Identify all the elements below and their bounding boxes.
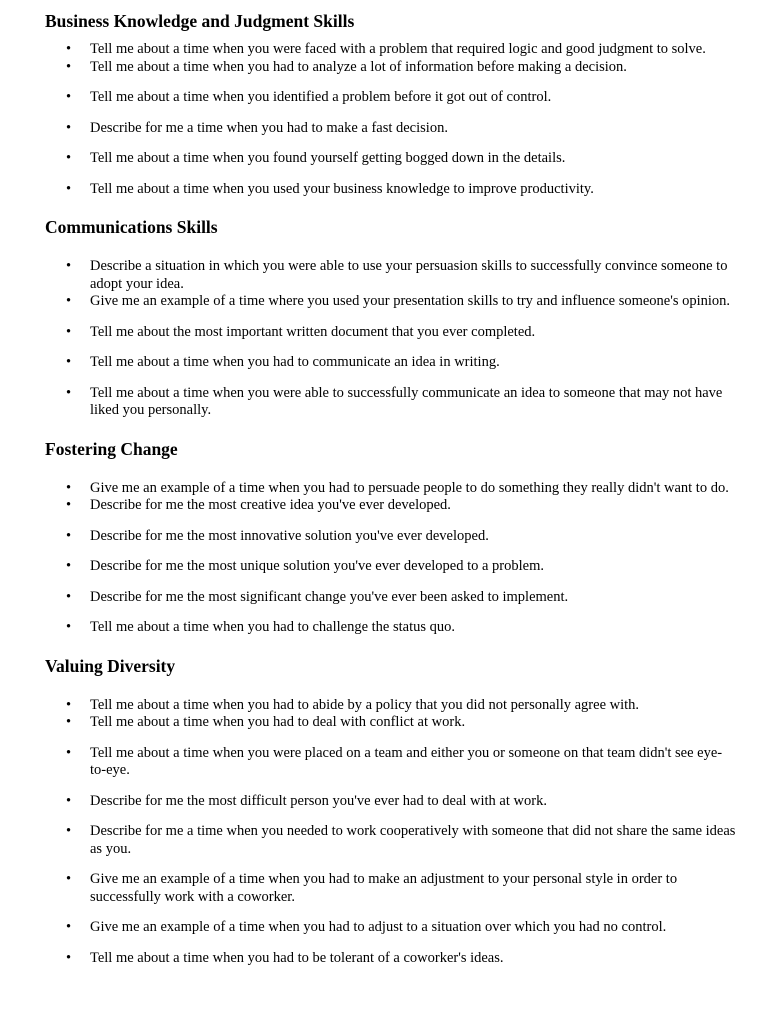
list-item: • Describe for me the most innovative solution you've ever developed. (45, 528, 738, 546)
list-item: • Give me an example of a time when you had to adjust to a situation over which you had no control. (45, 919, 738, 937)
list-item: • Describe for me the most significant change you've ever been asked to implement. (45, 589, 738, 607)
question-list (45, 41, 738, 198)
list-item: • Describe for me a time when you needed to work cooperatively with someone that did not share the same ideas as you. (45, 823, 738, 858)
section-heading: Business Knowledge and Judgment Skills (45, 11, 355, 31)
list-item: • Tell me about a time when you were faced with a problem that required logic and good judgment to solve. (45, 41, 738, 59)
list-item: • Give me an example of a time where you used your presentation skills to try and influence someone's opinion. (45, 293, 738, 311)
list-item: • Describe for me the most unique solution you've ever developed to a problem. (45, 558, 738, 576)
list-item: • Tell me about a time when you had to challenge the status quo. (45, 619, 738, 637)
list-item: • Tell me about a time when you were able to successfully communicate an idea to someone that may not have liked you personally. (45, 385, 738, 420)
question-list (45, 480, 738, 637)
list-item: • Tell me about a time when you were placed on a team and either you or someone on that team didn't see eye-to-eye. (45, 745, 738, 780)
list-item: • Tell me about a time when you had to be tolerant of a coworker's ideas. (45, 950, 738, 968)
section-business-knowledge (45, 10, 738, 198)
list-item: • Tell me about a time when you identified a problem before it got out of control. (45, 89, 738, 107)
list-item: • Give me an example of a time when you had to persuade people to do something they really didn't want to do. (45, 480, 738, 498)
list-item: • Tell me about a time when you had to communicate an idea in writing. (45, 354, 738, 372)
section-fostering-change (45, 438, 738, 637)
section-communications (45, 216, 738, 420)
list-item: • Tell me about a time when you had to deal with conflict at work. (45, 714, 738, 732)
section-heading: Fostering Change (45, 438, 178, 459)
section-heading: Communications Skills (45, 217, 218, 237)
list-item: • Describe for me a time when you had to make a fast decision. (45, 120, 738, 138)
list-item: • Tell me about a time when you had to abide by a policy that you did not personally agree with. (45, 697, 738, 715)
list-item: • Describe a situation in which you were able to use your persuasion skills to successfully convince someone to adopt your idea. (45, 258, 738, 293)
list-item: • Tell me about the most important written document that you ever completed. (45, 324, 738, 342)
question-list (45, 697, 738, 968)
question-list (45, 258, 738, 420)
list-item: • Tell me about a time when you used your business knowledge to improve productivity. (45, 181, 738, 199)
list-item: • Describe for me the most creative idea you've ever developed. (45, 497, 738, 515)
list-item: • Tell me about a time when you found yourself getting bogged down in the details. (45, 150, 738, 168)
section-heading: Valuing Diversity (45, 655, 176, 676)
list-item: • Give me an example of a time when you had to make an adjustment to your personal style in order to successfully work with a coworker. (45, 871, 738, 906)
list-item: • Tell me about a time when you had to analyze a lot of information before making a decision. (45, 59, 738, 77)
section-valuing-diversity (45, 655, 738, 968)
list-item: • Describe for me the most difficult person you've ever had to deal with at work. (45, 793, 738, 811)
